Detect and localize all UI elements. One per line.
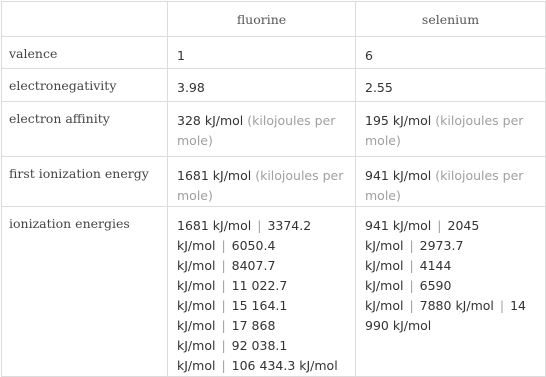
header-fluorine: fluorine [168, 2, 356, 37]
ie-value: 941 kJ/mol [365, 218, 432, 233]
unit-note: (kilojoules per mole) [365, 113, 524, 148]
separator: | [437, 218, 442, 233]
ie-value: 6590 kJ/mol [365, 278, 452, 313]
value-text: 941 kJ/mol [365, 168, 432, 183]
row-label-first-ionization-energy: first ionization energy [2, 157, 168, 207]
ie-value: 17 868 kJ/mol [177, 318, 276, 353]
row-label-valence: valence [2, 37, 168, 69]
table-row [2, 102, 546, 157]
separator: | [221, 278, 226, 293]
value-text: 195 kJ/mol [365, 113, 432, 128]
electronegativity-selenium: 2.55 [356, 69, 546, 102]
ie-value: 3374.2 kJ/mol [177, 218, 312, 253]
table-row [2, 157, 546, 207]
valence-fluorine: 1 [168, 37, 356, 69]
first-ionization-selenium [356, 157, 546, 207]
row-label-ionization-energies: ionization energies [2, 207, 168, 377]
ionization-energies-selenium [356, 207, 546, 377]
first-ionization-fluorine [168, 157, 356, 207]
ie-value: 15 164.1 kJ/mol [177, 298, 288, 333]
table-row [2, 37, 546, 69]
header-selenium: selenium [356, 2, 546, 37]
ie-value: 6050.4 kJ/mol [177, 238, 276, 273]
unit-note: (kilojoules per mole) [177, 168, 344, 203]
electron-affinity-fluorine [168, 102, 356, 157]
separator: | [221, 338, 226, 353]
ie-value: 106 434.3 kJ/mol [231, 358, 338, 373]
separator: | [499, 298, 505, 313]
row-label-electronegativity: electronegativity [2, 69, 168, 102]
table-row [2, 207, 546, 377]
ie-value: 2973.7 kJ/mol [365, 238, 464, 273]
ie-value: 4144 kJ/mol [365, 258, 452, 293]
separator: | [409, 258, 414, 273]
separator: | [257, 218, 262, 233]
value-text: 1681 kJ/mol [177, 168, 252, 183]
table-row [2, 69, 546, 102]
separator: | [409, 298, 414, 313]
separator: | [409, 238, 414, 253]
separator: | [221, 298, 226, 313]
unit-note: (kilojoules per mole) [177, 113, 336, 148]
separator: | [221, 318, 226, 333]
ie-value: 8407.7 kJ/mol [177, 258, 276, 293]
value-text: 328 kJ/mol [177, 113, 244, 128]
separator: | [221, 358, 226, 373]
electron-affinity-selenium [356, 102, 546, 157]
separator: | [221, 238, 226, 253]
electronegativity-fluorine: 3.98 [168, 69, 356, 102]
valence-selenium: 6 [356, 37, 546, 69]
row-label-electron-affinity: electron affinity [2, 102, 168, 157]
separator: | [221, 258, 226, 273]
element-comparison-table [1, 1, 546, 377]
ie-value: 92 038.1 kJ/mol [177, 338, 288, 373]
separator: | [409, 278, 414, 293]
ie-value: 11 022.7 kJ/mol [177, 278, 288, 313]
header-row [2, 2, 546, 37]
header-corner [2, 2, 168, 37]
ie-value: 2045 kJ/mol [365, 218, 480, 253]
ionization-energies-fluorine [168, 207, 356, 377]
unit-note: (kilojoules per mole) [365, 168, 524, 203]
ie-value: 7880 kJ/mol [419, 298, 494, 313]
ie-value: 1681 kJ/mol [177, 218, 252, 233]
ie-value: 14 990 kJ/mol [365, 298, 526, 333]
